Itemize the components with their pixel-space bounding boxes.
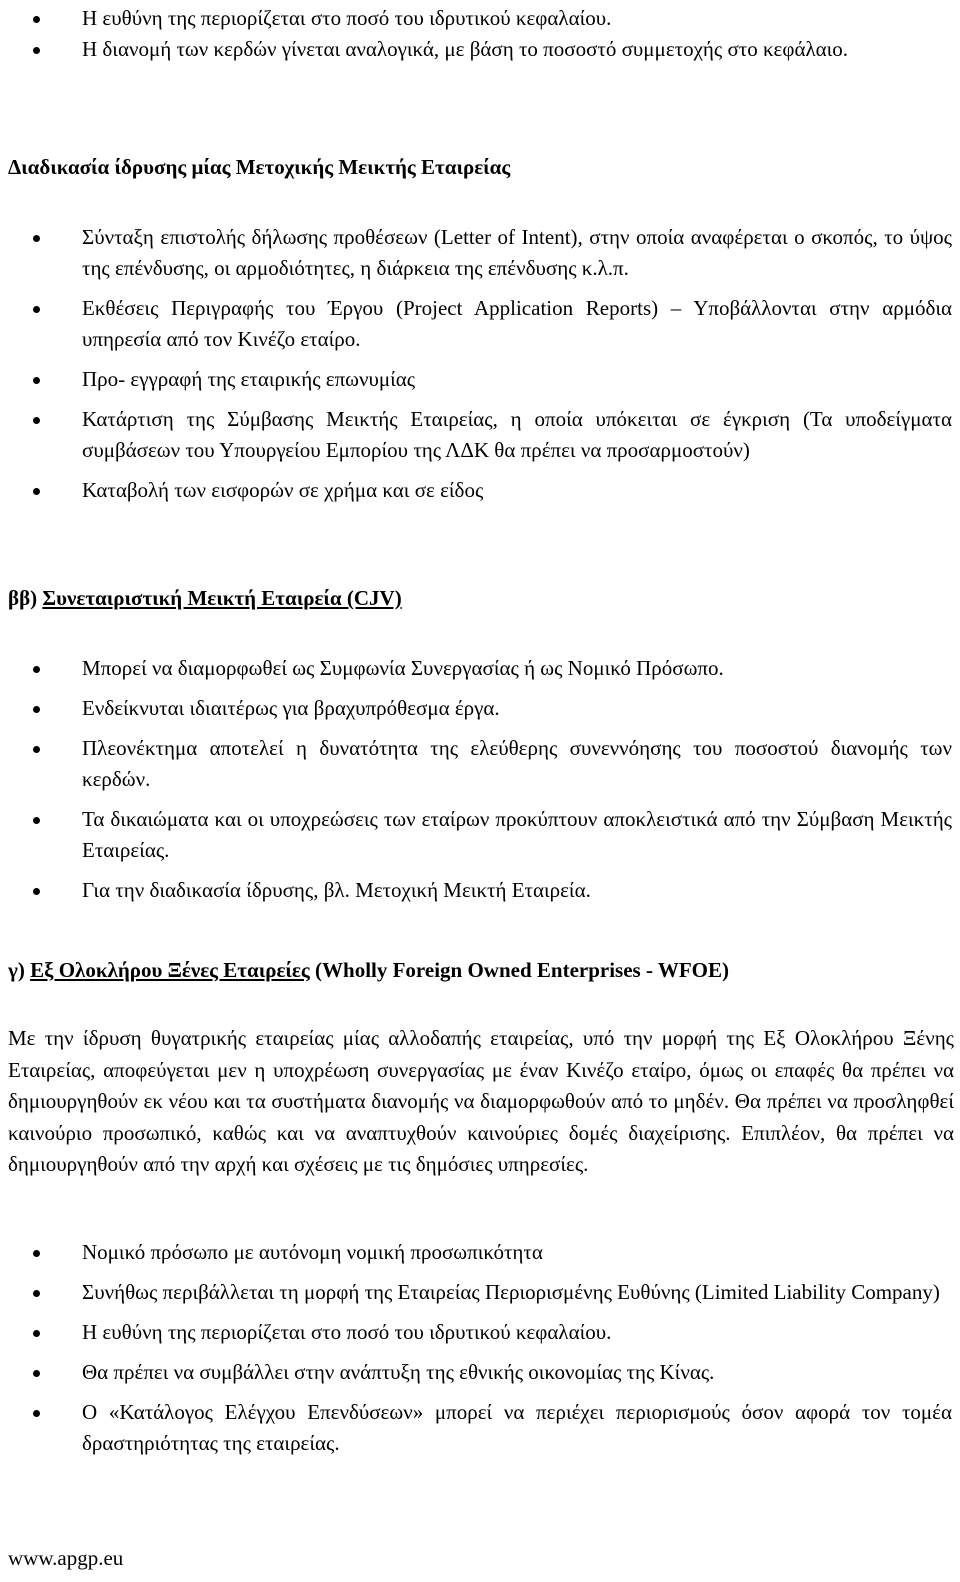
bullet-icon <box>33 1410 40 1417</box>
bullet-icon <box>33 306 40 313</box>
section-heading-cjv: ββ) Συνεταιριστική Μεικτή Εταιρεία (CJV) <box>8 586 402 610</box>
list-item: Καταβολή των εισφορών σε χρήμα και σε είδος <box>0 475 960 506</box>
list-item: Προ- εγγραφή της εταιρικής επωνυμίας <box>0 364 960 395</box>
bullet-icon <box>33 1330 40 1337</box>
list-item: Κατάρτιση της Σύμβασης Μεικτής Εταιρείας, η οποία υπόκειται σε έγκριση (Τα υποδείγματα συμβάσεων του Υπουργείου Εμπορίου της ΛΔΚ θα πρέπει να προσαρμοστούν) <box>0 404 960 466</box>
list-item: Η διανομή των κερδών γίνεται αναλογικά, με βάση το ποσοστό συμμετοχής στο κεφάλαιο. <box>0 34 960 65</box>
list-item: Ενδείκνυται ιδιαιτέρως για βραχυπρόθεσμα έργα. <box>0 693 960 724</box>
bullet-icon <box>33 1290 40 1297</box>
bullet-icon <box>33 1250 40 1257</box>
bullet-icon <box>33 888 40 895</box>
wfoe-paragraph: Με την ίδρυση θυγατρικής εταιρείας μίας αλλοδαπής εταιρείας, υπό την μορφή της Εξ Ολοκλήρου Ξένης Εταιρείας, αποφεύγεται μεν η υποχρέωση συνεργασίας με έναν Κινέζο εταίρο, όμως οι επαφές θα πρέπει να δημιουργηθούν εκ νέου και τα συστήματα διανομής να διαμορφωθούν από το μηδέν. Θα πρέπει να προσληφθεί καινούριο προσωπικό, καθώς και να αναπτυχθούν καινούριες δομές διαχείρισης. Επιπλέον, θα πρέπει να δημιουργηθούν από την αρχή και σχέσεις με τις δημόσιες υπηρεσίες. <box>8 1026 954 1176</box>
bullet-icon <box>33 417 40 424</box>
top-bullet-list <box>0 3 960 65</box>
list-item: Νομικό πρόσωπο με αυτόνομη νομική προσωπικότητα <box>0 1237 960 1268</box>
bullet-icon <box>33 235 40 242</box>
footer-url[interactable]: www.apgp.eu <box>8 1546 124 1570</box>
list-item: Εκθέσεις Περιγραφής του Έργου (Project Application Reports) – Υποβάλλονται στην αρμόδια υπηρεσία από τον Κινέζο εταίρο. <box>0 293 960 355</box>
list-item: Θα πρέπει να συμβάλλει στην ανάπτυξη της εθνικής οικονομίας της Κίνας. <box>0 1357 960 1388</box>
bullet-icon <box>33 16 40 23</box>
list-item: Μπορεί να διαμορφωθεί ως Συμφωνία Συνεργασίας ή ως Νομικό Πρόσωπο. <box>0 653 960 684</box>
bullet-icon <box>33 377 40 384</box>
section-heading-ejv: Διαδικασία ίδρυσης μίας Μετοχικής Μεικτής Εταιρείας <box>8 155 511 179</box>
section-heading-wfoe: γ) Εξ Ολοκλήρου Ξένες Εταιρείες (Wholly Foreign Owned Enterprises - WFOE) <box>8 958 729 982</box>
ejv-steps-list <box>0 222 960 506</box>
list-item: Για την διαδικασία ίδρυσης, βλ. Μετοχική Μεικτή Εταιρεία. <box>0 875 960 906</box>
list-item: Σύνταξη επιστολής δήλωσης προθέσεων (Letter of Intent), στην οποία αναφέρεται ο σκοπός, το ύψος της επένδυσης, οι αρμοδιότητες, η διάρκεια της επένδυσης κ.λ.π. <box>0 222 960 284</box>
bullet-icon <box>33 746 40 753</box>
list-item: Συνήθως περιβάλλεται τη μορφή της Εταιρείας Περιορισμένης Ευθύνης (Limited Liability Company) <box>0 1277 960 1308</box>
list-item: Η ευθύνη της περιορίζεται στο ποσό του ιδρυτικού κεφαλαίου. <box>0 3 960 34</box>
list-item: Πλεονέκτημα αποτελεί η δυνατότητα της ελεύθερης συνεννόησης του ποσοστού διανομής των κερδών. <box>0 733 960 795</box>
list-item: Η ευθύνη της περιορίζεται στο ποσό του ιδρυτικού κεφαλαίου. <box>0 1317 960 1348</box>
bullet-icon <box>33 817 40 824</box>
list-item: Ο «Κατάλογος Ελέγχου Επενδύσεων» μπορεί να περιέχει περιορισμούς όσον αφορά τον τομέα δραστηριότητας της εταιρείας. <box>0 1397 960 1459</box>
bullet-icon <box>33 47 40 54</box>
bullet-icon <box>33 488 40 495</box>
bullet-icon <box>33 666 40 673</box>
bullet-icon <box>33 1370 40 1377</box>
bullet-icon <box>33 706 40 713</box>
wfoe-bullet-list <box>0 1237 960 1459</box>
list-item: Τα δικαιώματα και οι υποχρεώσεις των εταίρων προκύπτουν αποκλειστικά από την Σύμβαση Μεικτής Εταιρείας. <box>0 804 960 866</box>
cjv-bullet-list <box>0 653 960 906</box>
